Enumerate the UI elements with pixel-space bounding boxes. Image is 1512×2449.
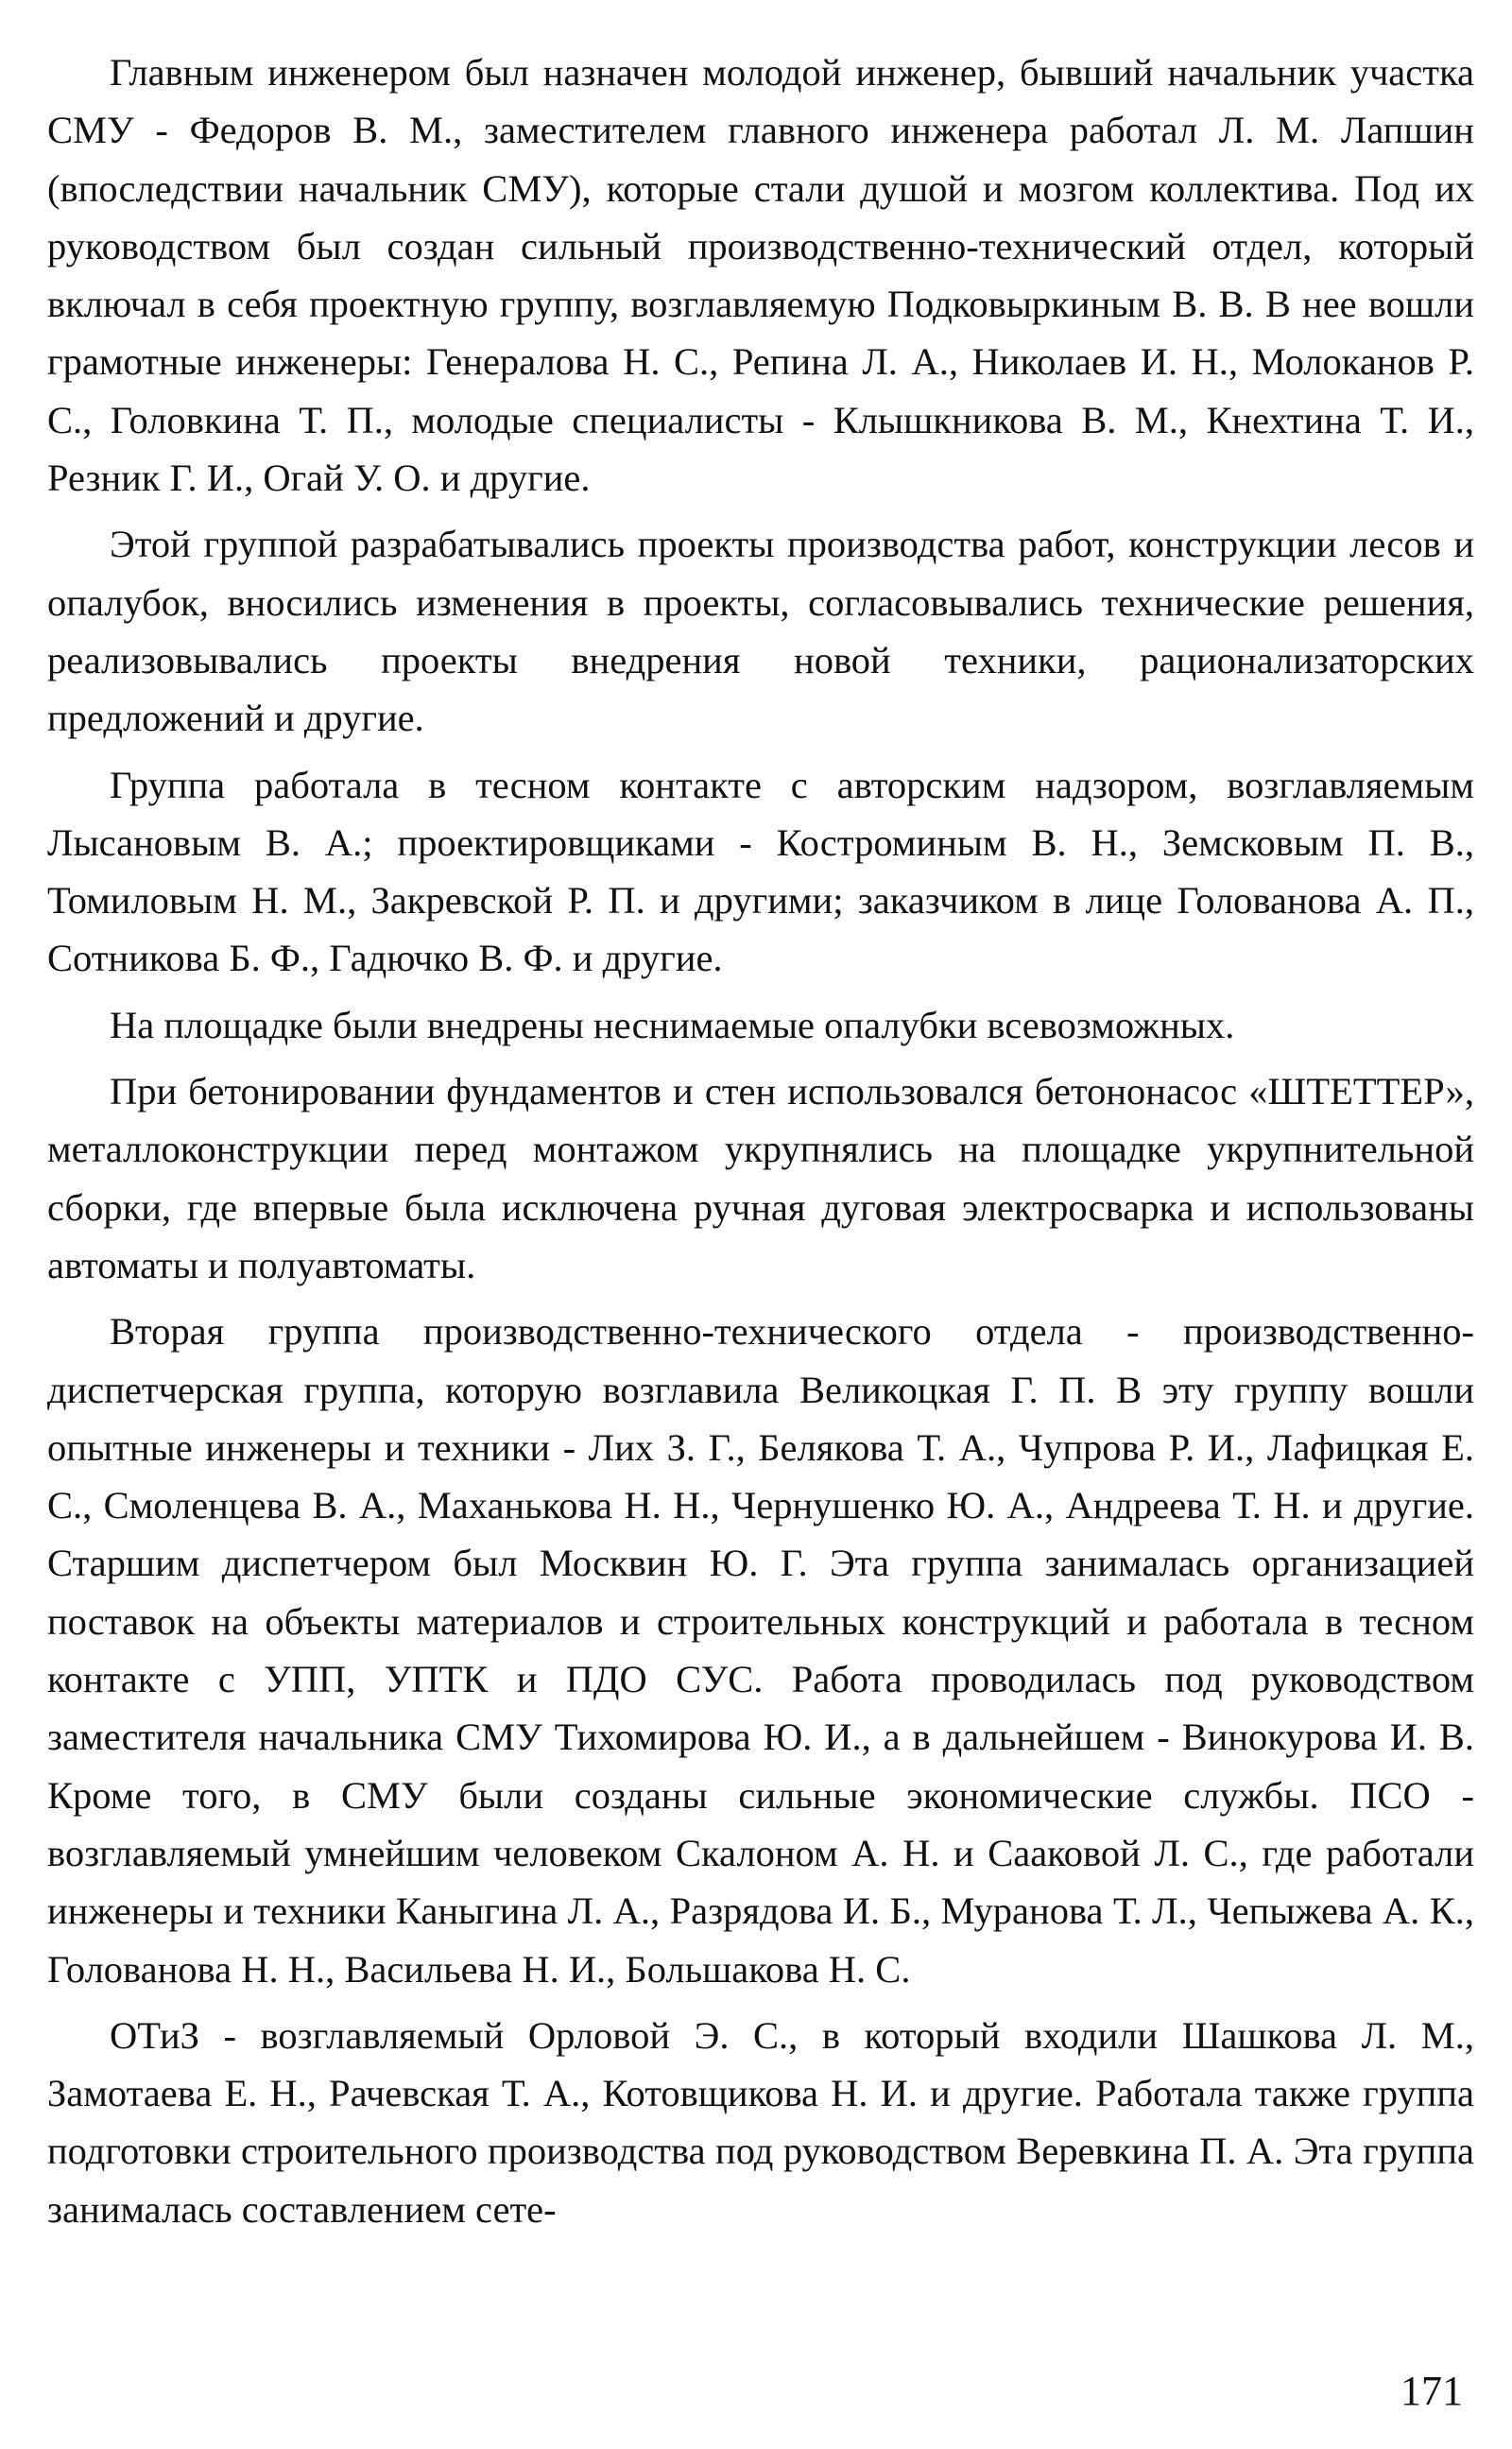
page-body: [47, 43, 1474, 2238]
page-number: 171: [1400, 2368, 1463, 2414]
paragraph-dispatch-group: Вторая группа производственно-технического отдела - производственно-диспетчерская группа, которую возглавила Великоцкая Г. П. В эту группу вошли опытные инженеры и техники - Лих З. Г., Белякова Т. А., Чупрова Р. И., Лафицкая Е. С., Смоленцева В. А., Маханькова Н. Н., Чернушенко Ю. А., Андреева Т. Н. и другие. Старшим диспетчером был Москвин Ю. Г. Эта группа занималась организацией поставок на объекты материалов и строительных конструкций и работала в тесном контакте с УПП, УПТК и ПДО СУС. Работа проводилась под руководством заместителя начальника СМУ Тихомирова Ю. И., а в дальнейшем - Винокурова И. В. Кроме того, в СМУ были созданы сильные экономические службы. ПСО - возглавляемый умнейшим человеком Скалоном А. Н. и Сааковой Л. С., где работали инженеры и техники Каныгина Л. А., Разрядова И. Б., Муранова Т. Л., Чепыжева А. К., Голованова Н. Н., Васильева Н. И., Большакова Н. С.: [47, 1310, 1474, 1991]
paragraph-otiz: ОТиЗ - возглавляемый Орловой Э. С., в который входили Шашкова Л. М., Замотаева Е. Н., Рачевская Т. А., Котовщикова Н. И. и другие. Работала также группа подготовки строительного производства под руководством Веревкина П. А. Эта группа занималась составлением сете-: [47, 2013, 1474, 2231]
paragraph-chief-engineer: Главным инженером был назначен молодой инженер, бывший начальник участка СМУ - Федоров В. М., заместителем главного инженера работал Л. М. Лапшин (впоследствии начальник СМУ), которые стали душой и мозгом коллектива. Под их руководством был создан сильный производственно-технический отдел, который включал в себя проектную группу, возглавляемую Подковыркиным В. В. В нее вошли грамотные инженеры: Генералова Н. С., Репина Л. А., Николаев И. Н., Молоканов Р. С., Головкина Т. П., молодые специалисты - Клышкникова В. М., Кнехтина Т. И., Резник Г. И., Огай У. О. и другие.: [47, 51, 1474, 500]
paragraph-concreting: При бетонировании фундаментов и стен использовался бетононасос «ШТЕТТЕР», металлоконструкции перед монтажом укрупнялись на площадке укрупнительной сборки, где впервые была исключена ручная дуговая электросварка и использованы автоматы и полуавтоматы.: [47, 1070, 1474, 1286]
paragraph-design-group-work: Этой группой разрабатывались проекты производства работ, конструкции лесов и опалубок, вносились изменения в проекты, согласовывались технические решения, реализовывались проекты внедрения новой техники, рационализаторских предложений и другие.: [47, 523, 1474, 740]
paragraph-author-supervision: Группа работала в тесном контакте с авторским надзором, возглавляемым Лысановым В. А.; проектировщиками - Костроминым В. Н., Земсковым П. В., Томиловым Н. М., Закревской Р. П. и другими; заказчиком в лице Голованова А. П., Сотникова Б. Ф., Гадючко В. Ф. и другие.: [47, 763, 1474, 980]
paragraph-formwork: На площадке были внедрены неснимаемые опалубки всевозможных.: [110, 1003, 1235, 1046]
